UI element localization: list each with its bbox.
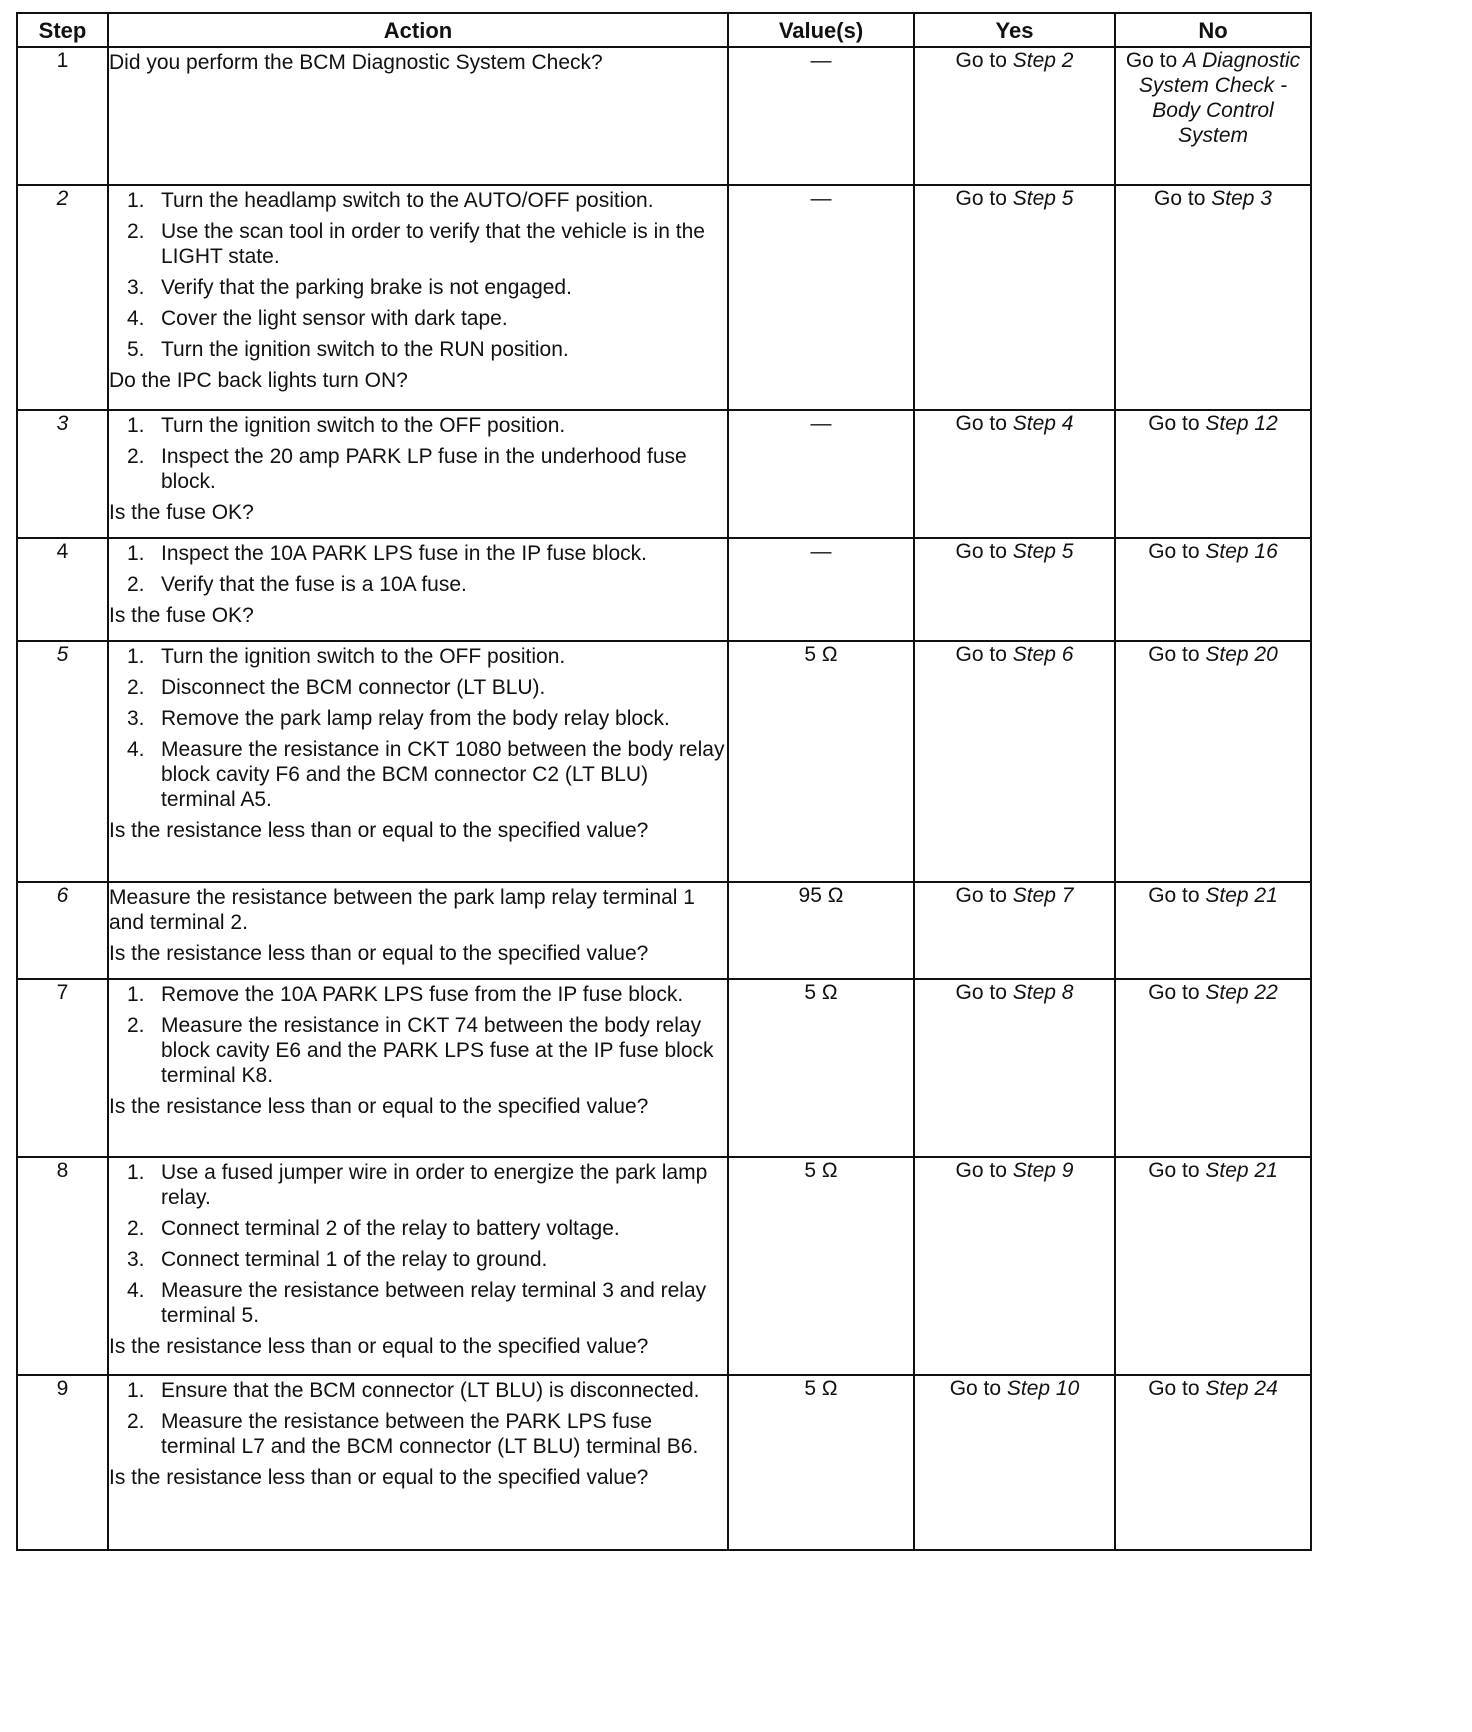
yes-goto-text: Go to (949, 1377, 1007, 1400)
yes-cell (914, 1157, 1115, 1375)
no-step-link: Step 22 (1205, 981, 1278, 1004)
item-number: 1. (127, 542, 145, 565)
list-item (109, 219, 727, 269)
item-text: Turn the ignition switch to the RUN position. (161, 338, 569, 361)
item-number: 4. (127, 307, 145, 330)
item-number: 4. (127, 738, 145, 761)
action-cell (108, 882, 728, 979)
list-item (109, 1409, 727, 1459)
no-cell (1115, 641, 1311, 882)
list-item (109, 1160, 727, 1210)
item-number: 1. (127, 645, 145, 668)
header-yes: Yes (914, 13, 1115, 47)
item-number: 2. (127, 573, 145, 596)
table-body (17, 47, 1311, 1550)
yes-step-link: Step 4 (1012, 412, 1074, 435)
yes-step-link: Step 7 (1012, 884, 1074, 907)
list-item (109, 306, 727, 331)
no-cell (1115, 47, 1311, 185)
list-item (109, 675, 727, 700)
action-cell (108, 410, 728, 538)
yes-goto-text: Go to (955, 643, 1013, 666)
item-number: 1. (127, 1161, 145, 1184)
no-goto-text: Go to (1154, 187, 1212, 210)
item-text: Verify that the parking brake is not engaged. (161, 276, 572, 299)
no-step-link: Step 21 (1205, 1159, 1278, 1182)
no-step-link: Step 21 (1205, 884, 1278, 907)
yes-cell (914, 410, 1115, 538)
item-number: 3. (127, 1248, 145, 1271)
list-item (109, 572, 727, 597)
list-item (109, 644, 727, 669)
item-number: 2. (127, 445, 145, 468)
item-number: 2. (127, 220, 145, 243)
item-text: Measure the resistance between the PARK LPS fuse terminal L7 and the BCM connector (LT BLU) terminal B6. (161, 1410, 699, 1458)
no-goto-text: Go to (1148, 412, 1206, 435)
no-goto-text: Go to (1148, 1159, 1206, 1182)
no-step-link: Step 16 (1205, 540, 1278, 563)
step-number: 7 (17, 979, 108, 1157)
table-row (17, 641, 1311, 882)
yes-step-link: Step 10 (1006, 1377, 1080, 1400)
table-row (17, 185, 1311, 410)
yes-cell (914, 47, 1115, 185)
no-step-link: Step 24 (1205, 1377, 1278, 1400)
table-row (17, 979, 1311, 1157)
value-cell: 5 Ω (728, 641, 914, 882)
item-text: Use the scan tool in order to verify that the vehicle is in the LIGHT state. (161, 220, 705, 268)
action-steps (109, 1378, 727, 1459)
table-row (17, 1157, 1311, 1375)
item-number: 5. (127, 338, 145, 361)
action-intro: Measure the resistance between the park lamp relay terminal 1 and terminal 2. (109, 886, 695, 934)
list-item (109, 188, 727, 213)
action-question: Do the IPC back lights turn ON? (109, 369, 408, 392)
table-row (17, 882, 1311, 979)
yes-cell (914, 185, 1115, 410)
action-cell (108, 185, 728, 410)
no-cell (1115, 538, 1311, 641)
action-question: Is the resistance less than or equal to the specified value? (109, 942, 649, 965)
yes-goto-text: Go to (955, 187, 1013, 210)
no-cell (1115, 185, 1311, 410)
action-steps (109, 1160, 727, 1328)
item-number: 1. (127, 189, 145, 212)
yes-goto-text: Go to (955, 540, 1013, 563)
header-step: Step (17, 13, 108, 47)
yes-step-link: Step 9 (1012, 1159, 1074, 1182)
action-question: Is the resistance less than or equal to the specified value? (109, 1095, 649, 1118)
step-number: 8 (17, 1157, 108, 1375)
action-cell (108, 1157, 728, 1375)
action-steps (109, 982, 727, 1088)
no-goto-text: Go to (1148, 884, 1206, 907)
item-number: 1. (127, 983, 145, 1006)
item-text: Turn the ignition switch to the OFF position. (161, 414, 566, 437)
action-question: Is the resistance less than or equal to the specified value? (109, 1466, 649, 1489)
no-cell (1115, 1157, 1311, 1375)
value-cell: 5 Ω (728, 1375, 914, 1550)
action-question: Is the resistance less than or equal to the specified value? (109, 819, 649, 842)
step-number: 1 (17, 47, 108, 185)
value-cell: — (728, 185, 914, 410)
item-text: Connect terminal 1 of the relay to ground. (161, 1248, 548, 1271)
table-row (17, 1375, 1311, 1550)
item-number: 3. (127, 276, 145, 299)
no-cell (1115, 882, 1311, 979)
list-item (109, 1278, 727, 1328)
list-item (109, 541, 727, 566)
item-text: Disconnect the BCM connector (LT BLU). (161, 676, 546, 699)
value-cell: 5 Ω (728, 1157, 914, 1375)
no-step-link: A Diagnostic System Check - Body Control System (1138, 49, 1301, 147)
item-text: Remove the park lamp relay from the body relay block. (161, 707, 670, 730)
action-steps (109, 541, 727, 597)
no-cell (1115, 979, 1311, 1157)
yes-step-link: Step 8 (1012, 981, 1074, 1004)
list-item (109, 337, 727, 362)
value-cell: — (728, 47, 914, 185)
list-item (109, 444, 727, 494)
step-number: 3 (17, 410, 108, 538)
action-cell (108, 979, 728, 1157)
item-number: 2. (127, 676, 145, 699)
action-steps (109, 188, 727, 362)
no-goto-text: Go to (1148, 643, 1206, 666)
list-item (109, 1247, 727, 1272)
no-goto-text: Go to (1148, 1377, 1206, 1400)
item-number: 2. (127, 1410, 145, 1433)
item-text: Turn the ignition switch to the OFF position. (161, 645, 566, 668)
value-cell: 5 Ω (728, 979, 914, 1157)
no-goto-text: Go to (1148, 540, 1206, 563)
yes-goto-text: Go to (955, 981, 1013, 1004)
action-question: Is the resistance less than or equal to the specified value? (109, 1335, 649, 1358)
item-number: 3. (127, 707, 145, 730)
action-question: Is the fuse OK? (109, 604, 254, 627)
item-number: 1. (127, 414, 145, 437)
list-item (109, 737, 727, 812)
table-row (17, 410, 1311, 538)
header-action: Action (108, 13, 728, 47)
list-item (109, 1013, 727, 1088)
action-steps (109, 413, 727, 494)
header-row (17, 13, 1311, 47)
item-text: Remove the 10A PARK LPS fuse from the IP fuse block. (161, 983, 684, 1006)
yes-step-link: Step 5 (1012, 187, 1074, 210)
value-cell: — (728, 410, 914, 538)
no-cell (1115, 410, 1311, 538)
yes-cell (914, 641, 1115, 882)
diagnostic-table (16, 12, 1312, 1551)
list-item (109, 982, 727, 1007)
yes-goto-text: Go to (955, 884, 1013, 907)
item-text: Inspect the 10A PARK LPS fuse in the IP fuse block. (161, 542, 648, 565)
no-step-link: Step 3 (1211, 187, 1272, 210)
item-text: Connect terminal 2 of the relay to battery voltage. (161, 1217, 620, 1240)
list-item (109, 706, 727, 731)
step-number: 2 (17, 185, 108, 410)
yes-cell (914, 538, 1115, 641)
header-values: Value(s) (728, 13, 914, 47)
item-text: Verify that the fuse is a 10A fuse. (161, 573, 467, 596)
no-step-link: Step 20 (1205, 643, 1278, 666)
yes-cell (914, 882, 1115, 979)
list-item (109, 1216, 727, 1241)
item-number: 4. (127, 1279, 145, 1302)
item-number: 2. (127, 1217, 145, 1240)
step-number: 9 (17, 1375, 108, 1550)
item-text: Measure the resistance in CKT 1080 between the body relay block cavity F6 and the BCM connector C2 (LT BLU) terminal A5. (161, 738, 725, 811)
yes-step-link: Step 6 (1012, 643, 1074, 666)
yes-step-link: Step 2 (1012, 49, 1074, 72)
item-number: 2. (127, 1014, 145, 1037)
value-cell: — (728, 538, 914, 641)
yes-goto-text: Go to (955, 1159, 1013, 1182)
item-text: Turn the headlamp switch to the AUTO/OFF position. (161, 189, 654, 212)
yes-cell (914, 979, 1115, 1157)
action-intro: Did you perform the BCM Diagnostic System Check? (109, 51, 603, 74)
action-cell (108, 538, 728, 641)
no-goto-text: Go to (1148, 981, 1206, 1004)
value-cell: 95 Ω (728, 882, 914, 979)
list-item (109, 1378, 727, 1403)
item-text: Ensure that the BCM connector (LT BLU) is disconnected. (161, 1379, 700, 1402)
list-item (109, 275, 727, 300)
header-no: No (1115, 13, 1311, 47)
yes-cell (914, 1375, 1115, 1550)
table-row (17, 538, 1311, 641)
no-step-link: Step 12 (1205, 412, 1278, 435)
no-cell (1115, 1375, 1311, 1550)
no-goto-text: Go to (1125, 49, 1184, 72)
step-number: 6 (17, 882, 108, 979)
action-cell (108, 47, 728, 185)
list-item (109, 413, 727, 438)
yes-goto-text: Go to (955, 49, 1013, 72)
yes-goto-text: Go to (955, 412, 1013, 435)
item-number: 1. (127, 1379, 145, 1402)
table-row (17, 47, 1311, 185)
item-text: Measure the resistance between relay terminal 3 and relay terminal 5. (161, 1279, 707, 1327)
step-number: 4 (17, 538, 108, 641)
action-question: Is the fuse OK? (109, 501, 254, 524)
action-cell (108, 641, 728, 882)
item-text: Inspect the 20 amp PARK LP fuse in the underhood fuse block. (161, 445, 687, 493)
action-cell (108, 1375, 728, 1550)
yes-step-link: Step 5 (1012, 540, 1074, 563)
item-text: Use a fused jumper wire in order to energize the park lamp relay. (161, 1161, 708, 1209)
step-number: 5 (17, 641, 108, 882)
action-steps (109, 644, 727, 812)
item-text: Cover the light sensor with dark tape. (161, 307, 508, 330)
item-text: Measure the resistance in CKT 74 between the body relay block cavity E6 and the PARK LPS fuse at the IP fuse block terminal K8. (161, 1014, 714, 1087)
